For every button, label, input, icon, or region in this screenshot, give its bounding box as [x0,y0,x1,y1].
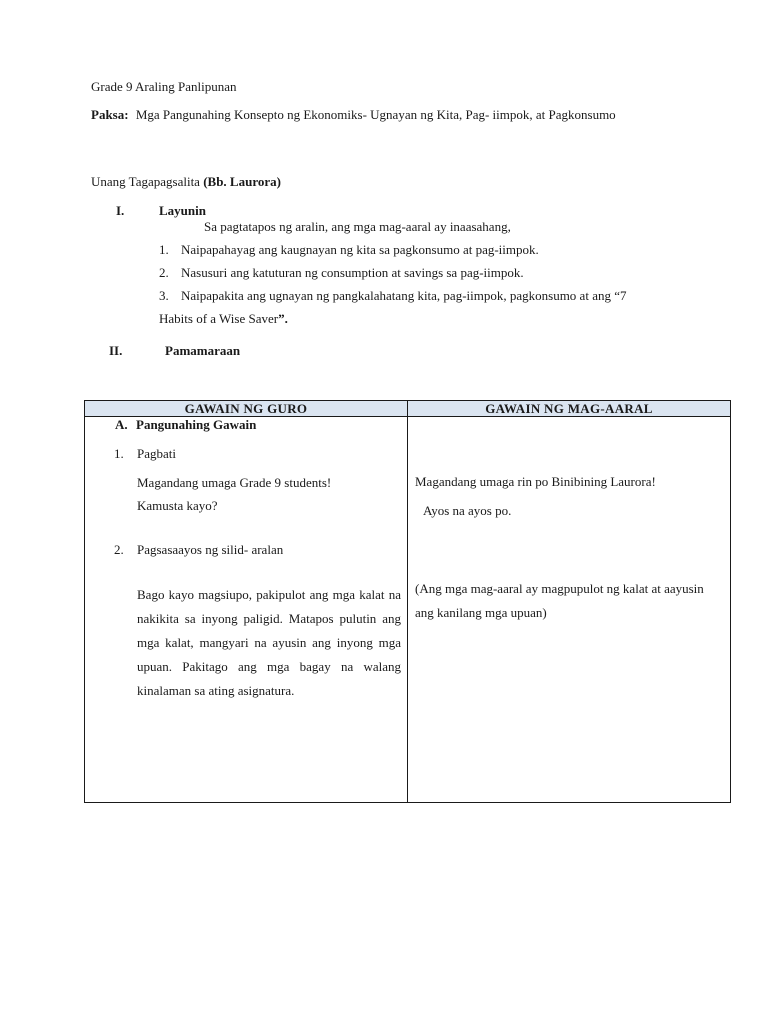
guro-instruction: Bago kayo magsiupo, pakipulot ang mga kalat na nakikita sa inyong paligid. Matapos pulutin ang mga kalat, mangyari na ayusin ang inyong mga upuan. Pakitago ang mga bagay na walang kinalaman sa ating asignatura. [137,587,401,698]
objective-3-continuation [159,311,288,327]
table-body-row [85,417,731,803]
guro-greeting-2: Kamusta kayo? [137,498,218,513]
section1-intro: Sa pagtatapos ng aralin, ang mga mag-aaral ay inaasahang, [204,219,511,234]
objective-3-num: 3. [159,288,169,303]
section2-title: Pamamaraan [165,343,241,358]
speaker-line [91,174,281,190]
part-a-title: Pangunahing Gawain [136,417,257,432]
part-a-letter: A. [115,417,128,432]
objective-2-text: Nasusuri ang katuturan ng consumption at savings sa pag-iimpok. [181,265,524,280]
paksa-label: Paksa: [91,107,129,122]
student-action: (Ang mga mag-aaral ay magpupulot ng kalat at aayusin ang kanilang mga upuan) [415,581,704,620]
speaker-label: Unang Tagapagsalita [91,174,200,189]
paksa-line [91,107,616,123]
objective-2-num: 2. [159,265,169,280]
lesson-table [84,400,731,803]
student-greeting: Magandang umaga rin po Binibining Laurora! [415,474,656,489]
grade-line: Grade 9 Araling Panlipunan [91,79,237,94]
item2-title: Pagsasaayos ng silid- aralan [137,542,284,557]
speaker-name: (Bb. Laurora) [203,174,281,189]
paksa-text: Mga Pangunahing Konsepto ng Ekonomiks- Ugnayan ng Kita, Pag- iimpok, at Pagkonsumo [135,107,616,122]
section1-title: Layunin [159,203,206,218]
item1-num: 1. [114,446,124,461]
objective-3-cont-end: ”. [278,311,288,326]
objective-1-text: Naipapahayag ang kaugnayan ng kita sa pagkonsumo at pag-iimpok. [181,242,539,257]
item1-title: Pagbati [137,446,176,461]
objective-3-text: Naipapakita ang ugnayan ng pangkalahatang kita, pag-iimpok, pagkonsumo at ang “7 [181,288,627,303]
header-magaaral: GAWAIN NG MAG-AARAL [408,401,731,417]
magaaral-cell [408,417,731,803]
guro-cell [85,417,408,803]
objective-1-num: 1. [159,242,169,257]
student-reply: Ayos na ayos po. [423,503,512,518]
item2-num: 2. [114,542,124,557]
guro-greeting-1: Magandang umaga Grade 9 students! [137,475,332,490]
section1-numeral: I. [116,203,125,218]
table-header-row [85,401,731,417]
section2-numeral: II. [109,343,123,358]
objective-3-cont-text: Habits of a Wise Saver [159,311,279,326]
header-guro: GAWAIN NG GURO [85,401,408,417]
